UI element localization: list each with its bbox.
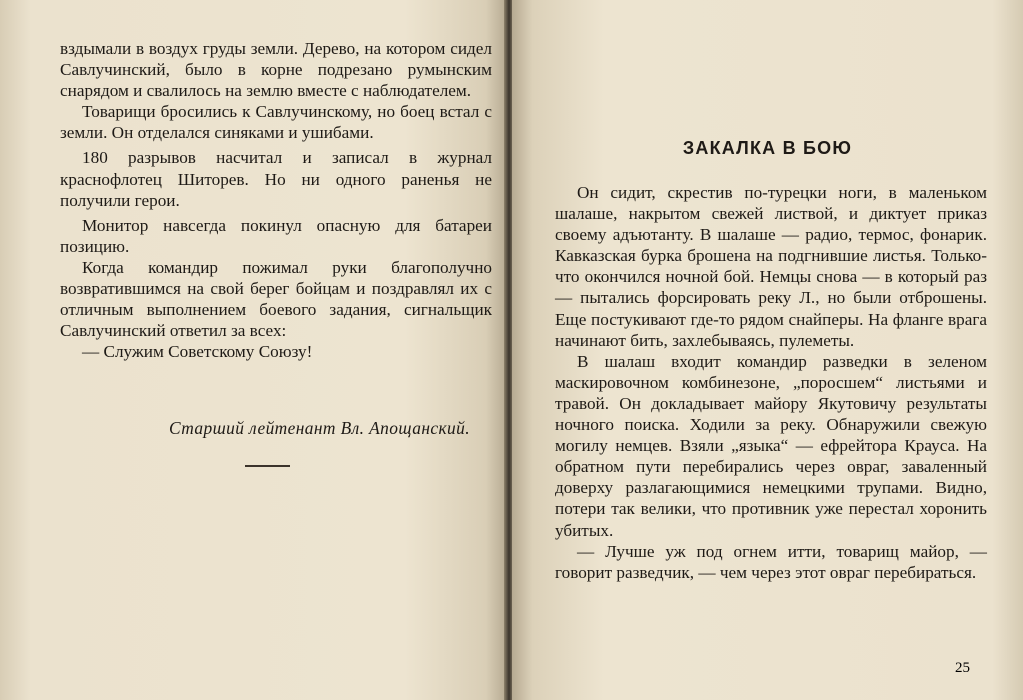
right-page bbox=[512, 0, 1023, 700]
left-paragraph-4: Монитор навсегда покинул опасную для батареи позицию. bbox=[60, 215, 492, 256]
right-paragraph-2: В шалаш входит командир разведки в зеленом маскировочном комбинезоне, „поросшем“ листьями и травой. Он докладывает майору Якутовичу результаты ночного поиска. Ходили за реку. Обнаружили свежую могилу немцев. Взяли „языка“ — ефрейтора Крауса. На обратном пути перебирались через овраг, заваленный доверху разлагающимися немецкими трупами. Видно, потери так велики, что противник уже перестал хоронить убитых. bbox=[555, 351, 987, 540]
chapter-heading: ЗАКАЛКА В БОЮ bbox=[682, 138, 853, 158]
page-number: 25 bbox=[955, 660, 970, 676]
section-end-rule bbox=[245, 465, 290, 467]
left-paragraph-3: 180 разрывов насчитал и записал в журнал краснофлотец Шиторев. Но ни одного раненья не получили герои. bbox=[60, 148, 492, 210]
left-page-text bbox=[60, 38, 492, 362]
left-paragraph-5: Когда командир пожимал руки благополучно возвратившимся на свой берег бойцам и поздравлял их с отличным выполнением боевого задания, сигнальщик Савлучинский ответил за всех: bbox=[60, 257, 492, 341]
left-paragraph-1: вздымали в воздух груды земли. Дерево, на котором сидел Савлучинский, было в корне подрезано румынским снарядом и свалилось на землю вместе с наблюдателем. bbox=[60, 39, 492, 101]
left-paragraph-2: Товарищи бросились к Савлучинскому, но боец встал с земли. Он отделался синяками и ушибами. bbox=[60, 102, 492, 143]
left-page bbox=[0, 0, 506, 700]
right-paragraph-1: Он сидит, скрестив по-турецки ноги, в маленьком шалаше, накрытом свежей листвой, и диктует приказ своему адъютанту. В шалаше — радио, термос, фонарик. Кавказская бурка брошена на подгнившие листья. Только-что окончился ночной бой. Немцы снова — в который раз — пытались форсировать реку Л., но были отброшены. Еще постукивают где-то рядом снайперы. На фланге врага начинают бить, захлебываясь, пулеметы. bbox=[555, 183, 987, 350]
author-signature: Старший лейтенант Вл. Апощанский. bbox=[168, 418, 470, 438]
left-paragraph-6: — Служим Советскому Союзу! bbox=[82, 342, 313, 362]
right-page-text bbox=[555, 182, 987, 583]
right-paragraph-3: — Лучше уж под огнем итти, товарищ майор, — говорит разведчик, — чем через этот овраг перебираться. bbox=[555, 541, 987, 582]
